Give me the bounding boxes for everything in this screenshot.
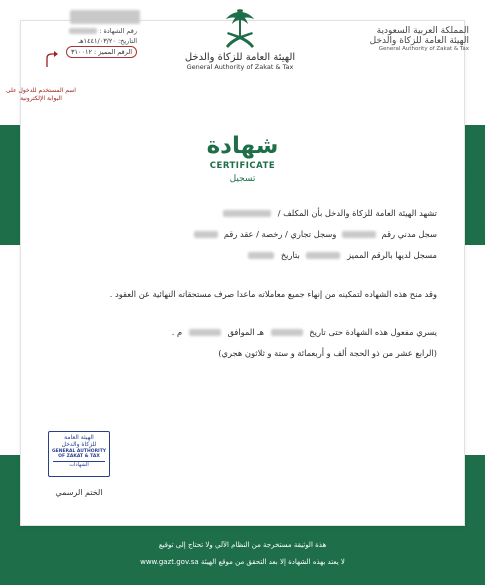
- redacted-name: [70, 6, 140, 22]
- stamp-line-3: GENERAL AUTHORITY OF ZAKAT & TAX: [51, 449, 107, 459]
- authority-name-ar: الهيئة العامة للزكاة والدخل: [369, 36, 469, 46]
- validity-b: هـ الموافق: [227, 327, 265, 337]
- certificate-number-row: [52, 26, 137, 36]
- certificate-number-redacted: [69, 28, 97, 34]
- footer-url-link[interactable]: www.gazt.gov.sa: [140, 558, 199, 566]
- validity-line: [172, 327, 437, 337]
- title-english: CERTIFICATE: [209, 161, 276, 171]
- date-value: ١٤٤١/٠٣/٢٠هـ: [78, 37, 116, 45]
- date-row: [52, 36, 137, 46]
- unique-number-redacted: [306, 252, 340, 259]
- body-line-1-text: تشهد الهيئة العامة للزكاة والدخل بأن المكلف /: [277, 208, 437, 218]
- body-line-3: [248, 250, 437, 260]
- user-number-value: ٣١٠٠١٢: [70, 48, 92, 56]
- validity-hijri-redacted: [271, 329, 303, 336]
- stamp-label: الختم الرسمي: [55, 488, 103, 497]
- body-paragraph: وقد منح هذه الشهاده لتمكينه من إنهاء جميع معاملاته ماعدا صرف مستحقاته النهائية عن العقود .: [109, 289, 437, 299]
- logo-text-ar: الهيئة العامة للزكاة والدخل: [184, 52, 296, 63]
- stamp-line-4: الشهادات: [53, 461, 105, 469]
- user-number-badge: [66, 46, 137, 58]
- official-stamp: [48, 431, 110, 477]
- footer-note-2: [20, 558, 465, 566]
- authority-block: [349, 26, 469, 52]
- footer-note-2-text: لا يعتد بهذه الشهادة إلا بعد التحقق من موقع الهيئة: [200, 558, 345, 566]
- annotation-arrow-icon: [45, 50, 59, 68]
- validity-a: يسري مفعول هذه الشهادة حتى تاريخ: [309, 327, 437, 337]
- reference-block: [52, 26, 137, 58]
- palm-swords-icon: [220, 8, 260, 52]
- body-line-2-b: وسجل تجاري / رخصة / عقد رقم: [223, 229, 337, 239]
- hijri-words-line: (الرابع عشر من ذو الحجة ألف و أربعمائة و ستة و ثلاثون هجري): [218, 348, 437, 358]
- date-label: التاريخ:: [117, 37, 137, 45]
- stamp-line-2: للزكاة والدخل: [61, 441, 97, 448]
- taxpayer-name-redacted: [223, 210, 271, 217]
- user-number-label: الرقم المميز :: [94, 48, 132, 56]
- cr-number-redacted: [194, 231, 218, 238]
- authority-name-en: General Authority of Zakat & Tax: [378, 46, 469, 52]
- validity-gregorian-redacted: [189, 329, 221, 336]
- footer-note-1: هذة الوثيقة مستخرجة من النظام الآلي ولا تحتاج إلى توقيع: [158, 541, 327, 549]
- civil-id-redacted: [342, 231, 376, 238]
- certificate-number-label: رقم الشهادة :: [99, 27, 137, 35]
- body-line-2-a: سجل مدني رقم: [381, 229, 437, 239]
- authority-country: المملكة العربية السعودية: [376, 26, 469, 36]
- body-line-2: [194, 229, 437, 239]
- registration-date-redacted: [248, 252, 274, 259]
- authority-logo: [165, 8, 315, 88]
- annotation-text: اسم المستخدم للدخول على البوابة الإلكترونية: [6, 87, 76, 102]
- body-line-1: [223, 208, 437, 218]
- validity-c: م .: [171, 327, 183, 337]
- title-arabic: شهادة: [206, 133, 279, 159]
- title-subtitle: تسجيل: [229, 174, 256, 184]
- body-line-3-b: بتاريخ: [280, 250, 300, 260]
- logo-text-en: General Authority of Zakat & Tax: [186, 63, 294, 71]
- stamp-line-1: الهيئة العامة: [64, 434, 94, 441]
- body-line-3-a: مسجل لديها بالرقم المميز: [347, 250, 437, 260]
